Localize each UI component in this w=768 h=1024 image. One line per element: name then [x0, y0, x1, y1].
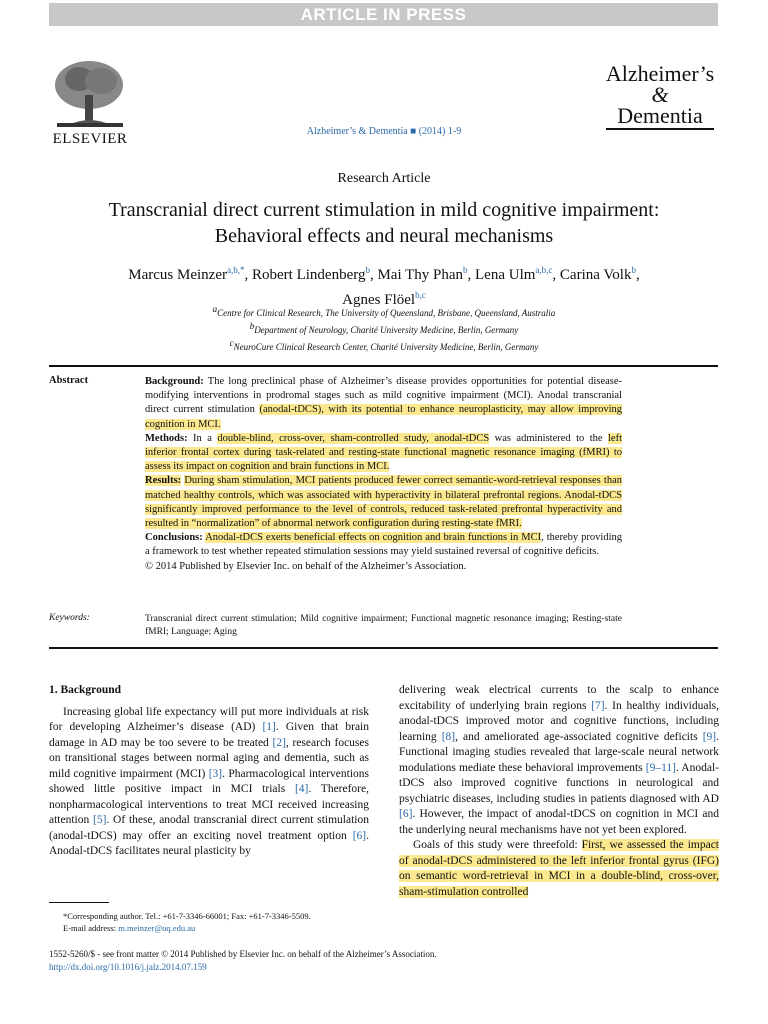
conclusions-text: , thereby providing a framework to test whether repeated stimulation sessions may yield sustained reversal of cognitive deficits. [145, 532, 622, 558]
background-highlight: (anodal-tDCS), with its potential to enhance neuroplasticity, may allow improving cognition in MCI. [145, 404, 622, 430]
affil-sup: a [212, 304, 218, 314]
author-name: Carina Volk [559, 267, 632, 283]
citation-link[interactable]: [9–11] [645, 761, 676, 774]
body-text: . Of these, anodal transcranial direct current stimulation (anodal-tDCS) may offer an exciting novel treatment option [49, 814, 369, 842]
body-column-left [49, 683, 369, 860]
body-paragraph [399, 683, 719, 838]
title-line-2: Behavioral effects and neural mechanisms [214, 225, 554, 247]
keywords-text: Transcranial direct current stimulation; Mild cognitive impairment; Functional magnetic resonance imaging; Resting-state fMRI; Language; Aging [145, 614, 622, 637]
doi-link[interactable]: http://dx.doi.org/10.1016/j.jalz.2014.07.159 [49, 961, 207, 972]
abstract-results [145, 474, 622, 531]
affil-text: NeuroCure Clinical Research Center, Charité University Medicine, Berlin, Germany [233, 342, 539, 352]
author-name: Mai Thy Phan [377, 267, 464, 283]
results-heading: Results: [145, 475, 182, 487]
body-text: . However, the impact of anodal-tDCS on cognition in MCI and the underlying neural mechanisms have not yet been explored. [399, 808, 719, 836]
footnote-email [49, 922, 369, 934]
methods-highlight: left inferior frontal cortex during task-related and resting-state functional magnetic resonance imaging (fMRI) to assess its impact on cognition and brain functions in MCI. [145, 432, 622, 473]
body-text: . Anodal-tDCS also improved cognitive functions in neurological and psychiatric diseases, including studies in patients diagnosed with AD [399, 761, 719, 805]
abstract-methods [145, 432, 622, 475]
body-text: . In healthy individuals, anodal-tDCS improved motor and cognitive functions, including learning [399, 699, 719, 743]
bottom-front-matter [49, 948, 649, 973]
body-text: delivering weak electrical currents to the scalp to enhance excitability of underlying brain regions [399, 684, 719, 712]
affil-sup: b [249, 321, 255, 331]
journal-name-link[interactable]: Alzheimer’s & Dementia [306, 126, 408, 137]
body-text: . Anodal-tDCS facilitates neural plasticity by [49, 829, 369, 857]
conclusions-highlight: Anodal-tDCS exerts beneficial effects on cognition and brain functions in MCI [205, 532, 542, 544]
body-text: , and ameliorated age-associated cognitive deficits [455, 730, 703, 743]
methods-highlight: double-blind, cross-over, sham-controlled study, anodal-tDCS [217, 432, 490, 444]
goals-highlight: First, we assessed the impact of anodal-tDCS administered to the left inferior frontal gyrus (IFG) on semantic word-retrieval in MCI in a double-blind, cross-over, sham-stimulation controlled [399, 839, 720, 898]
citation-link[interactable]: [6] [399, 808, 413, 820]
body-text: . Pharmacological interventions showed little positive impact in MCI trials [49, 767, 370, 795]
body-text: . Therefore, nonpharmacological interventions to treat MCI received increasing attention [49, 783, 369, 826]
body-paragraph [49, 705, 369, 860]
author-affil-sup[interactable]: b,c [415, 290, 426, 300]
body-paragraph [399, 838, 719, 900]
citation-link[interactable]: [5] [93, 814, 107, 826]
article-in-press-banner: ARTICLE IN PRESS [49, 3, 718, 26]
issn-line: 1552-5260/$ - see front matter © 2014 Published by Elsevier Inc. on behalf of the Alzheimer’s Association. [49, 949, 437, 959]
citation-link[interactable]: [7] [591, 699, 605, 712]
results-highlight: During sham stimulation, MCI patients produced fewer correct semantic-word-retrieval responses than matched healthy controls, which was associated with hyperactivity in bilateral prefrontal regions. Anodal-tDCS significantly improved performance to the level of controls, reduced task-related prefrontal hyperactivity and resulted in “normalization” of abnormal network configuration during resting-state fMRI. [145, 475, 622, 530]
abstract-conclusions [145, 531, 622, 559]
author-sep: , [467, 267, 476, 283]
author-affil-sup[interactable]: b [365, 265, 370, 275]
journal-logo-ampersand: & [651, 82, 669, 107]
article-title [40, 197, 728, 249]
body-text: Goals of this study were threefold: [413, 839, 582, 851]
methods-text: was administered to the [489, 432, 608, 444]
journal-logo-line3: Dementia [617, 103, 703, 128]
citation-link[interactable]: [1] [262, 721, 276, 733]
author-name: Robert Lindenberg [252, 267, 366, 283]
author-sep: , [369, 267, 378, 283]
abstract-background [145, 375, 622, 432]
author-sep: , [635, 267, 640, 283]
background-heading: Background: [145, 376, 204, 387]
body-column-right [399, 683, 719, 900]
author-affil-sup[interactable]: a,b,* [227, 265, 245, 275]
corresponding-author-footnote [49, 910, 369, 934]
citation-link[interactable]: [4] [294, 783, 309, 795]
abstract-body [145, 375, 622, 574]
email-label: E-mail address: [63, 923, 119, 933]
author-sep: , [552, 267, 560, 283]
conclusions-heading: Conclusions: [145, 532, 203, 544]
affiliation-b [60, 320, 708, 337]
author-name: Marcus Meinzer [128, 267, 227, 283]
article-type: Research Article [337, 171, 431, 186]
affiliations [60, 303, 708, 354]
author-sep: , [244, 267, 252, 283]
abstract-copyright: © 2014 Published by Elsevier Inc. on behalf of the Alzheimer’s Association. [145, 560, 467, 572]
body-text: Increasing global life expectancy will put more individuals at risk for developing Alzheimer’s disease (AD) [49, 705, 369, 733]
affil-sup: c [229, 338, 234, 348]
citation-link[interactable]: [6] [352, 829, 367, 842]
elsevier-wordmark: ELSEVIER [52, 131, 128, 147]
title-line-1: Transcranial direct current stimulation in mild cognitive impairment: [108, 199, 660, 221]
citation-link[interactable]: [8] [441, 730, 456, 743]
journal-logo [602, 63, 718, 130]
methods-text: In a [193, 432, 218, 444]
abstract-top-rule [49, 365, 718, 367]
affiliation-a [60, 303, 708, 320]
methods-heading: Methods: [145, 432, 188, 444]
body-text: . Given that brain damage in AD may be too severe to be treated [49, 721, 370, 749]
affil-text: Department of Neurology, Charité University Medicine, Berlin, Germany [254, 325, 519, 335]
body-text: , research focuses on transitional stages between normal aging and dementia, such as mild cognitive impairment (MCI) [49, 736, 369, 780]
journal-logo-line1: Alzheimer’s [605, 61, 715, 86]
keywords-label: Keywords: [49, 613, 90, 623]
journal-logo-rule [606, 128, 714, 130]
footnote-contact: *Corresponding author. Tel.: +61-7-3346-66001; Fax: +61-7-3346-5509. [63, 911, 311, 921]
author-name: Lena Ulm [475, 267, 536, 283]
citation-link[interactable]: [2] [272, 736, 286, 749]
footnote-rule [49, 902, 109, 903]
citation-link[interactable]: [9] [702, 730, 717, 743]
email-link[interactable]: m.meinzer@uq.edu.au [118, 923, 196, 933]
body-text: . Functional imaging studies revealed that large-scale neural network modulations mediate these behavioral improvements [399, 730, 719, 774]
author-affil-sup[interactable]: b [631, 265, 636, 275]
journal-citation-line [200, 126, 568, 137]
affiliation-c [60, 337, 708, 354]
author-affil-sup[interactable]: b [463, 265, 468, 275]
journal-year-pages: (2014) 1-9 [418, 126, 462, 137]
section-heading: 1. Background [49, 684, 122, 696]
abstract-bottom-rule [49, 647, 718, 649]
background-text: The long preclinical phase of Alzheimer’s disease provides opportunities for potential disease-modifying interventions in prodromal stages such as mild cognitive impairment (MCI). Anodal transcranial direct current stimulation [145, 376, 623, 416]
affil-text: Centre for Clinical Research, The University of Queensland, Brisbane, Queensland, Australia [217, 308, 556, 318]
square-separator-icon: ■ [410, 126, 417, 137]
citation-link[interactable]: [3] [208, 767, 223, 780]
abstract-label: Abstract [49, 375, 89, 386]
author-name: Agnes Flöel [342, 292, 416, 308]
author-affil-sup[interactable]: a,b,c [535, 265, 553, 275]
